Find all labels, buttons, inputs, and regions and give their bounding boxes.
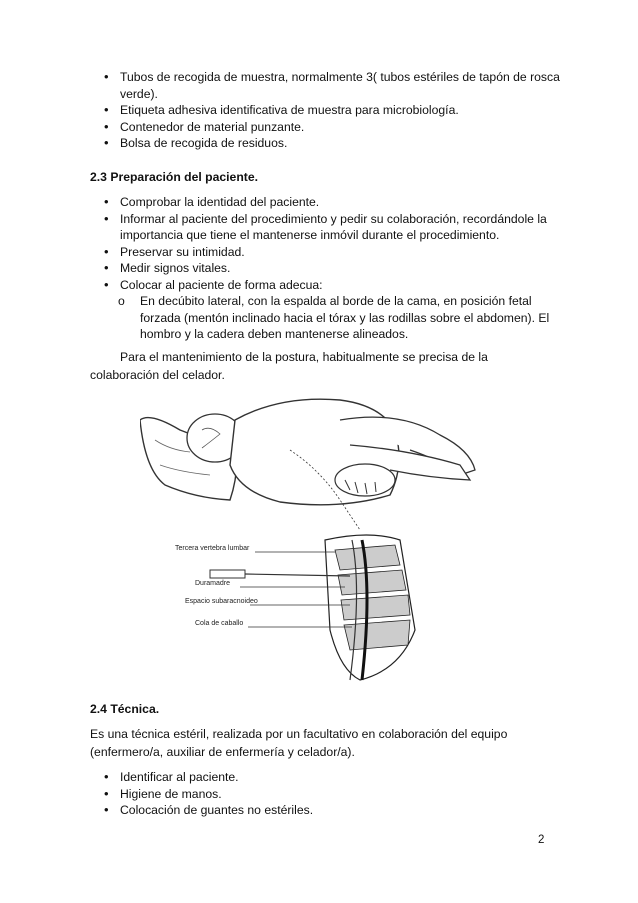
sub-list-item: o En decúbito lateral, con la espalda al borde de la cama, en posición fetal forzada (mentón inclinado hacia el tórax y las rodillas sobre el abdomen). El hombro y la cadera deben mantenerse alineados. [118,293,570,343]
list-item: • Tubos de recogida de muestra, normalmente 3( tubos estériles de tapón de rosca verde). [100,69,560,102]
list-item: • Informar al paciente del procedimiento y pedir su colaboración, recordándole la importancia que tiene el mantenerse inmóvil durante el procedimiento. [100,211,560,244]
technique-list [100,769,560,819]
section-heading-2-4: 2.4 Técnica. [90,702,160,716]
list-item: • Colocación de guantes no estériles. [100,802,560,819]
page-number: 2 [538,834,545,846]
technique-paragraph: Es una técnica estéril, realizada por un facultativo en colaboración del equipo (enfermero/a, auxiliar de enfermería y celador/a). [90,727,508,759]
figure-label: Duramadre [195,580,231,587]
list-item: • Contenedor de material punzante. [100,119,560,136]
section-heading-2-3: 2.3 Preparación del paciente. [90,170,258,184]
list-item: • Colocar al paciente de forma adecua: [100,277,560,294]
preparation-list [100,194,560,293]
figure-label: Espacio subaracnoideo [185,598,258,605]
list-item: • Higiene de manos. [100,786,560,803]
lumbar-puncture-figure [140,390,540,690]
list-item: • Identificar al paciente. [100,769,560,786]
list-item: • Comprobar la identidad del paciente. [100,194,560,211]
materials-list [100,69,560,152]
list-item: • Bolsa de recogida de residuos. [100,135,560,152]
list-item: • Etiqueta adhesiva identificativa de muestra para microbiología. [100,102,560,119]
list-item: • Preservar su intimidad. [100,244,560,261]
list-item: • Medir signos vitales. [100,260,560,277]
figure-label: Tercera vertebra lumbar [175,545,250,552]
posture-paragraph: Para el mantenimiento de la postura, habitualmente se precisa de la colaboración del celador. [90,350,488,382]
figure-label: Cola de caballo [195,620,244,627]
